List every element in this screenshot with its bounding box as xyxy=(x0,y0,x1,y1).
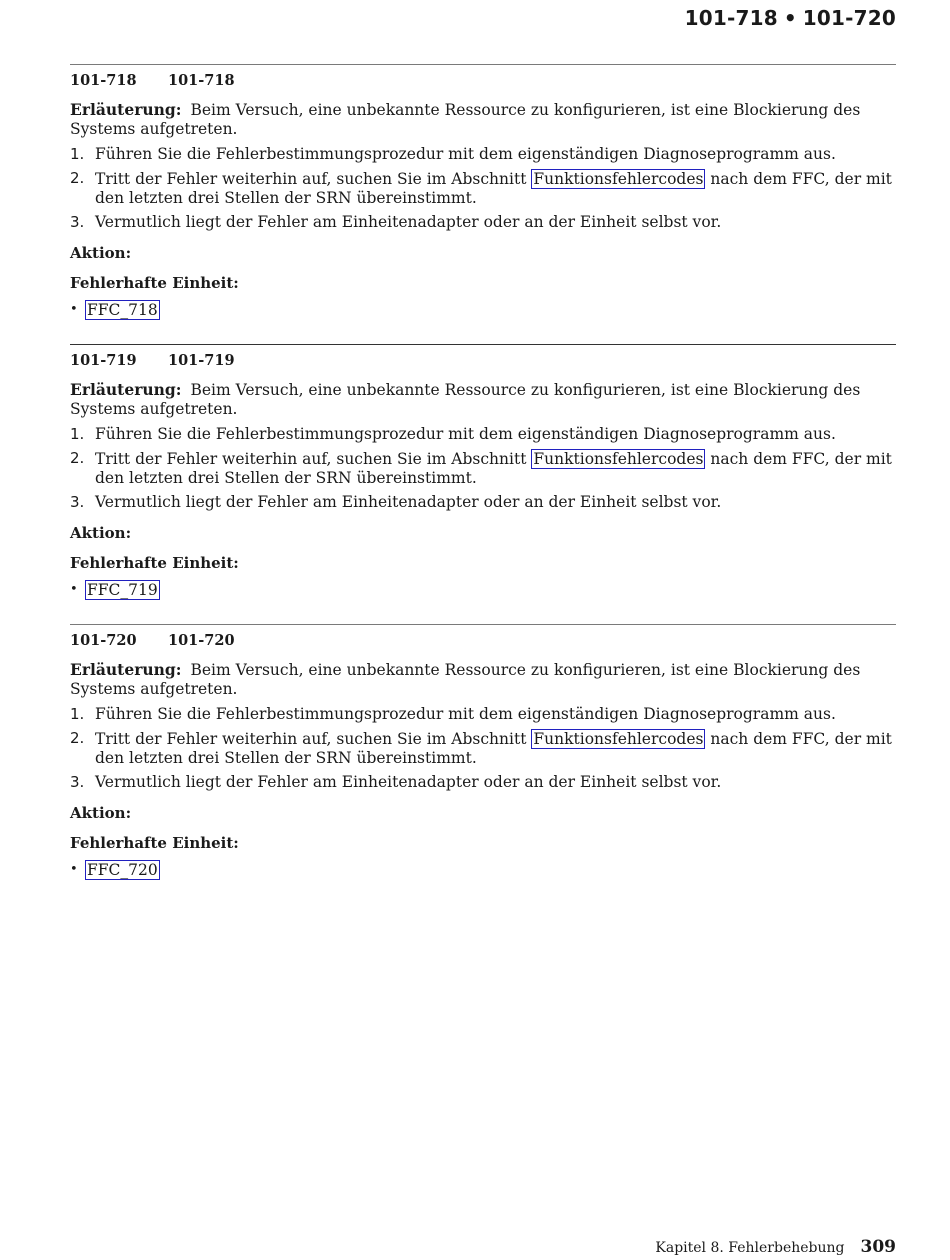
step-text-after: nach dem FFC, der mit den letzten drei Stellen der SRN übereinstimmt. xyxy=(95,730,892,767)
error-entry-101-720 xyxy=(70,624,896,884)
entry-code: 101-719 xyxy=(70,352,137,369)
page-footer xyxy=(655,1237,896,1257)
ffc-list-item xyxy=(70,860,896,884)
step-text: Führen Sie die Fehlerbestimmungsprozedur mit dem eigenständigen Diagnoseprogramm aus. xyxy=(95,425,836,443)
bullet-marker: • xyxy=(70,582,78,597)
step-item xyxy=(70,169,896,208)
header-range-start: 101-718 xyxy=(684,6,778,30)
entry-title: 101-720 xyxy=(168,632,235,649)
explanation xyxy=(70,380,896,419)
step-text: Vermutlich liegt der Fehler am Einheitenadapter oder an der Einheit selbst vor. xyxy=(95,773,722,791)
step-text-after: nach dem FFC, der mit den letzten drei Stellen der SRN übereinstimmt. xyxy=(95,450,892,487)
action-label: Aktion: xyxy=(70,804,132,822)
step-number: 1. xyxy=(70,145,85,163)
step-list xyxy=(70,425,896,512)
step-text: Führen Sie die Fehlerbestimmungsprozedur mit dem eigenständigen Diagnoseprogramm aus. xyxy=(95,705,836,723)
faulty-unit-label: Fehlerhafte Einheit: xyxy=(70,274,239,292)
step-item xyxy=(70,705,896,724)
step-text: Führen Sie die Fehlerbestimmungsprozedur mit dem eigenständigen Diagnoseprogramm aus. xyxy=(95,145,836,163)
document-content xyxy=(70,64,896,884)
step-number: 1. xyxy=(70,705,85,723)
explanation-text: Beim Versuch, eine unbekannte Ressource zu konfigurieren, ist eine Blockierung des Systems aufgetreten. xyxy=(70,101,861,138)
step-number: 3. xyxy=(70,493,85,511)
page-number: 309 xyxy=(860,1237,896,1257)
step-number: 1. xyxy=(70,425,85,443)
step-item xyxy=(70,729,896,768)
entry-title: 101-718 xyxy=(168,72,235,89)
step-item xyxy=(70,145,896,164)
step-text-before: Tritt der Fehler weiterhin auf, suchen Sie im Abschnitt xyxy=(95,170,527,188)
step-text-after: nach dem FFC, der mit den letzten drei Stellen der SRN übereinstimmt. xyxy=(95,170,892,207)
explanation-label: Erläuterung: xyxy=(70,380,182,399)
funktionsfehlercodes-link[interactable]: Funktionsfehlercodes xyxy=(533,170,704,188)
action-label: Aktion: xyxy=(70,244,132,262)
step-item xyxy=(70,425,896,444)
explanation-text: Beim Versuch, eine unbekannte Ressource zu konfigurieren, ist eine Blockierung des Systems aufgetreten. xyxy=(70,661,861,698)
entry-code: 101-720 xyxy=(70,632,137,649)
error-entry-101-718 xyxy=(70,64,896,324)
step-number: 3. xyxy=(70,213,85,231)
explanation xyxy=(70,660,896,699)
step-number: 2. xyxy=(70,169,85,187)
step-list xyxy=(70,145,896,232)
funktionsfehlercodes-link[interactable]: Funktionsfehlercodes xyxy=(533,450,704,468)
bullet-marker: • xyxy=(70,862,78,877)
header-separator: • xyxy=(783,6,797,30)
explanation xyxy=(70,100,896,139)
entry-heading xyxy=(70,72,896,92)
step-item xyxy=(70,773,896,792)
explanation-text: Beim Versuch, eine unbekannte Ressource zu konfigurieren, ist eine Blockierung des Systems aufgetreten. xyxy=(70,381,861,418)
ffc-link[interactable]: FFC_718 xyxy=(87,301,158,319)
step-text: Vermutlich liegt der Fehler am Einheitenadapter oder an der Einheit selbst vor. xyxy=(95,493,722,511)
error-entry-101-719 xyxy=(70,344,896,604)
step-item xyxy=(70,493,896,512)
header-range-end: 101-720 xyxy=(802,6,896,30)
step-text-before: Tritt der Fehler weiterhin auf, suchen Sie im Abschnitt xyxy=(95,450,527,468)
action-label: Aktion: xyxy=(70,524,132,542)
step-text: Vermutlich liegt der Fehler am Einheitenadapter oder an der Einheit selbst vor. xyxy=(95,213,722,231)
step-number: 2. xyxy=(70,449,85,467)
chapter-title: Kapitel 8. Fehlerbehebung xyxy=(655,1240,845,1256)
faulty-unit-label: Fehlerhafte Einheit: xyxy=(70,554,239,572)
funktionsfehlercodes-link[interactable]: Funktionsfehlercodes xyxy=(533,730,704,748)
ffc-link[interactable]: FFC_720 xyxy=(87,861,158,879)
step-number: 2. xyxy=(70,729,85,747)
step-number: 3. xyxy=(70,773,85,791)
step-item xyxy=(70,449,896,488)
ffc-list-item xyxy=(70,580,896,604)
bullet-marker: • xyxy=(70,302,78,317)
step-list xyxy=(70,705,896,792)
ffc-list-item xyxy=(70,300,896,324)
page-header xyxy=(685,6,896,30)
faulty-unit-label: Fehlerhafte Einheit: xyxy=(70,834,239,852)
entry-heading xyxy=(70,632,896,652)
ffc-link[interactable]: FFC_719 xyxy=(87,581,158,599)
entry-heading xyxy=(70,352,896,372)
step-text-before: Tritt der Fehler weiterhin auf, suchen Sie im Abschnitt xyxy=(95,730,527,748)
entry-title: 101-719 xyxy=(168,352,235,369)
entry-code: 101-718 xyxy=(70,72,137,89)
explanation-label: Erläuterung: xyxy=(70,660,182,679)
explanation-label: Erläuterung: xyxy=(70,100,182,119)
step-item xyxy=(70,213,896,232)
